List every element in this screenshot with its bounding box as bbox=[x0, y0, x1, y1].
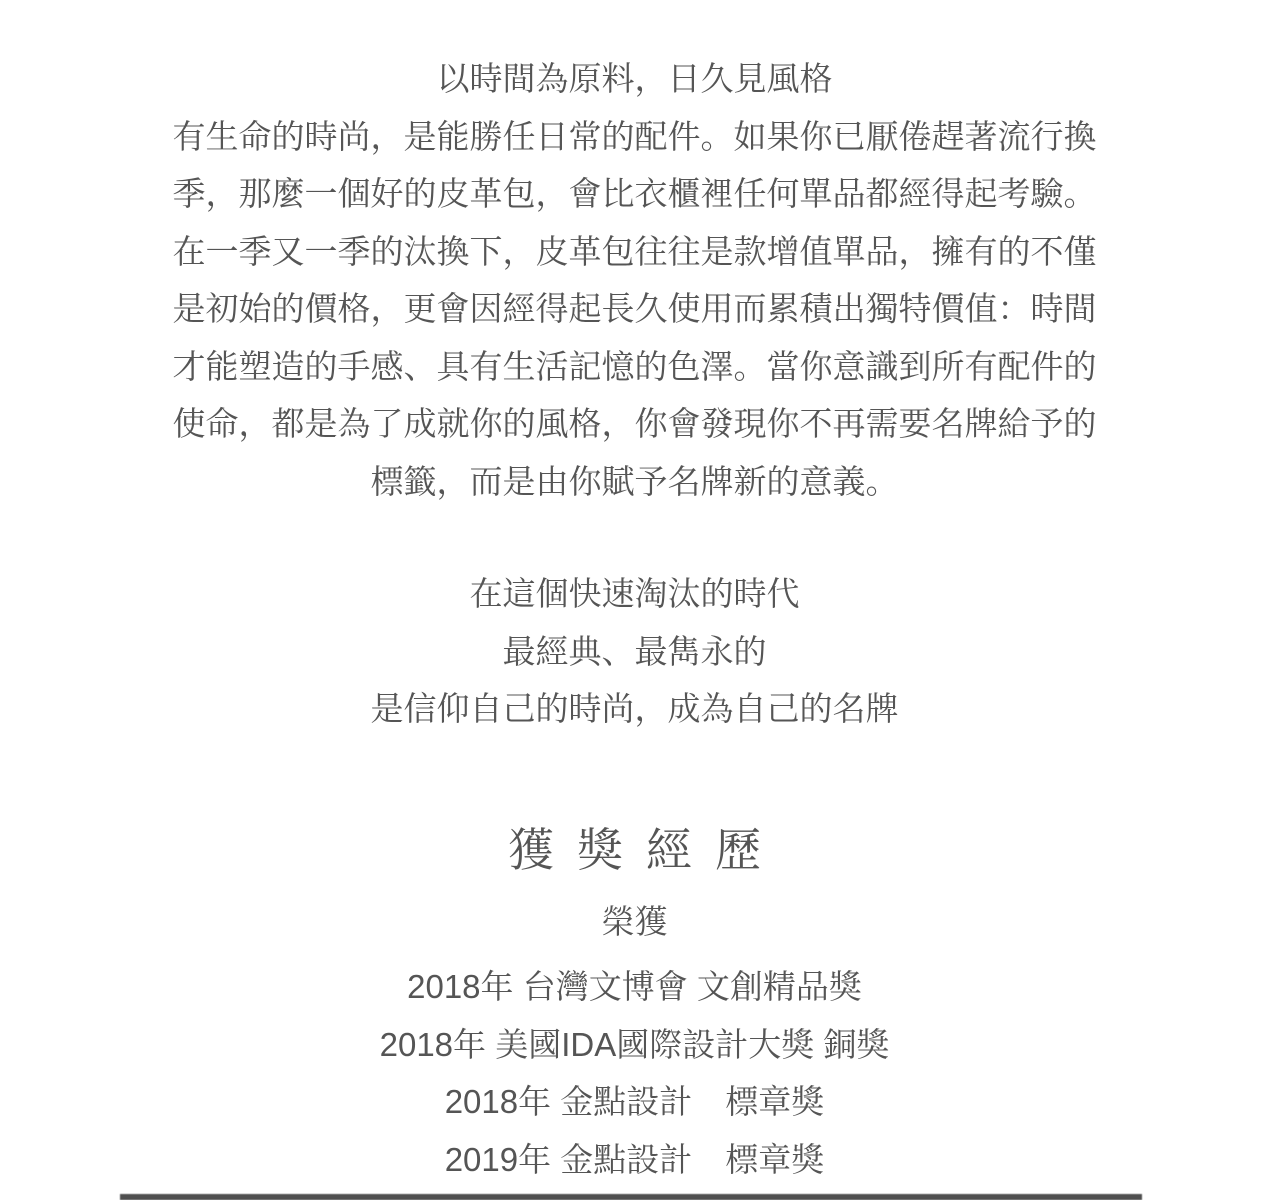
intro-line: 才能塑造的手感、具有生活記憶的色澤。當你意識到所有配件的 bbox=[172, 347, 1097, 385]
statement-line: 在這個快速淘汰的時代 bbox=[469, 575, 800, 612]
awards-subtitle: 榮獲 bbox=[601, 902, 668, 940]
statement-line: 最經典、最雋永的 bbox=[502, 632, 767, 670]
intro-line: 是初始的價格，更會因經得起長久使用而累積出獨特價值：時間 bbox=[172, 290, 1097, 327]
intro-line: 在一季又一季的汰換下，皮革包往往是款增值單品，擁有的不僅 bbox=[172, 232, 1097, 270]
intro-line: 使命，都是為了成就你的風格，你會發現你不再需要名牌給予的 bbox=[172, 405, 1097, 442]
intro-paragraph bbox=[165, 50, 1105, 510]
intro-title: 以時間為原料，日久見風格 bbox=[436, 60, 833, 97]
intro-line: 標籤，而是由你賦予名牌新的意義。 bbox=[370, 462, 899, 500]
awards-list bbox=[165, 958, 1105, 1188]
intro-line: 季，那麼一個好的皮革包，會比衣櫃裡任何單品都經得起考驗。 bbox=[172, 175, 1097, 212]
bottom-cropped-bar bbox=[120, 1194, 1142, 1200]
awards-section bbox=[165, 818, 1105, 1189]
award-item: 2018年 台灣文博會 文創精品獎 bbox=[407, 968, 862, 1005]
award-item: 2018年 金點設計 標章獎 bbox=[444, 1083, 825, 1120]
page-content bbox=[165, 0, 1105, 1188]
statement-line: 是信仰自己的時尚，成為自己的名牌 bbox=[370, 690, 899, 727]
intro-line: 有生命的時尚，是能勝任日常的配件。如果你已厭倦趕著流行換 bbox=[172, 117, 1097, 155]
award-item: 2018年 美國IDA國際設計大獎 銅獎 bbox=[379, 1025, 890, 1063]
award-item: 2019年 金點設計 標章獎 bbox=[444, 1140, 825, 1178]
awards-heading: 獲獎經歷 bbox=[508, 823, 784, 876]
statement-block bbox=[165, 565, 1105, 738]
